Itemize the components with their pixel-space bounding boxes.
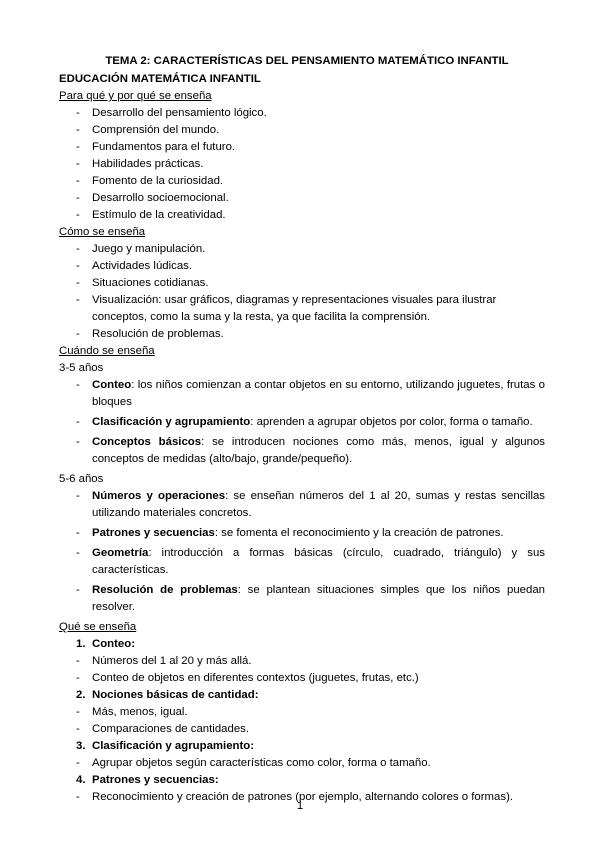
list-item: - Resolución de problemas. [59, 326, 545, 343]
section-heading-para-que: Para qué y por qué se enseña [59, 90, 212, 102]
numbered-heading: 4. Patrones y secuencias: [76, 774, 219, 786]
list-item: - Números del 1 al 20 y más allá. [59, 653, 545, 670]
list-item: - Comprensión del mundo. [59, 122, 545, 139]
list-item: - Visualización: usar gráficos, diagramas y representaciones visuales para ilustrar conceptos, como la suma y la resta, ya que facilita la comprensión. [59, 292, 545, 326]
list-item: - Estímulo de la creatividad. [59, 207, 545, 224]
list-item: - Situaciones cotidianas. [59, 275, 545, 292]
list-item: - Reconocimiento y creación de patrones (por ejemplo, alternando colores o formas). [59, 789, 545, 806]
list-item: - Más, menos, igual. [59, 704, 545, 721]
list-item: - Agrupar objetos según características como color, forma o tamaño. [59, 755, 545, 772]
list-item: - Desarrollo socioemocional. [59, 190, 545, 207]
list-item: - Habilidades prácticas. [59, 156, 545, 173]
list-item: - Desarrollo del pensamiento lógico. [59, 105, 545, 122]
list-item: - Fomento de la curiosidad. [59, 173, 545, 190]
numbered-heading: 3. Clasificación y agrupamiento: [76, 740, 255, 752]
list-item: - Juego y manipulación. [59, 241, 545, 258]
list-item: - Geometría: introducción a formas básicas (círculo, cuadrado, triángulo) y sus características. [59, 545, 545, 579]
list-como [59, 241, 545, 343]
document-subtitle: EDUCACIÓN MATEMÁTICA INFANTIL [59, 73, 261, 85]
list-age-5-6 [59, 488, 545, 616]
list-age-3-5 [59, 377, 545, 468]
list-item: - Conteo: los niños comienzan a contar objetos en su entorno, utilizando juguetes, frutas o bloques [59, 377, 545, 411]
list-para-que [59, 105, 545, 224]
list-item: - Conceptos básicos: se introducen nociones como más, menos, igual y algunos conceptos de medidas (alto/bajo, grande/pequeño). [59, 434, 545, 468]
list-item: - Comparaciones de cantidades. [59, 721, 545, 738]
page-number: 1 [296, 800, 304, 812]
list-item: - Fundamentos para el futuro. [59, 139, 545, 156]
age-label-5-6: 5-6 años [59, 473, 104, 485]
document-page [59, 53, 545, 806]
age-label-3-5: 3-5 años [59, 362, 104, 374]
list-item: - Conteo de objetos en diferentes contextos (juguetes, frutas, etc.) [59, 670, 545, 687]
numbered-heading: 2. Nociones básicas de cantidad: [76, 689, 259, 701]
list-que-clasificacion [59, 755, 545, 772]
section-heading-que: Qué se enseña [59, 621, 137, 633]
list-item: - Actividades lúdicas. [59, 258, 545, 275]
list-que-cantidad [59, 704, 545, 738]
list-que-conteo [59, 653, 545, 687]
section-heading-cuando: Cuándo se enseña [59, 345, 155, 357]
list-item: - Patrones y secuencias: se fomenta el reconocimiento y la creación de patrones. [59, 525, 545, 542]
list-item: - Resolución de problemas: se plantean situaciones simples que los niños puedan resolver. [59, 582, 545, 616]
numbered-heading: 1. Conteo: [76, 638, 136, 650]
section-heading-como: Cómo se enseña [59, 226, 146, 238]
document-title: TEMA 2: CARACTERÍSTICAS DEL PENSAMIENTO MATEMÁTICO INFANTIL [105, 55, 509, 67]
list-item: - Clasificación y agrupamiento: aprenden a agrupar objetos por color, forma o tamaño. [59, 414, 545, 431]
list-item: - Números y operaciones: se enseñan números del 1 al 20, sumas y restas sencillas utilizando materiales concretos. [59, 488, 545, 522]
